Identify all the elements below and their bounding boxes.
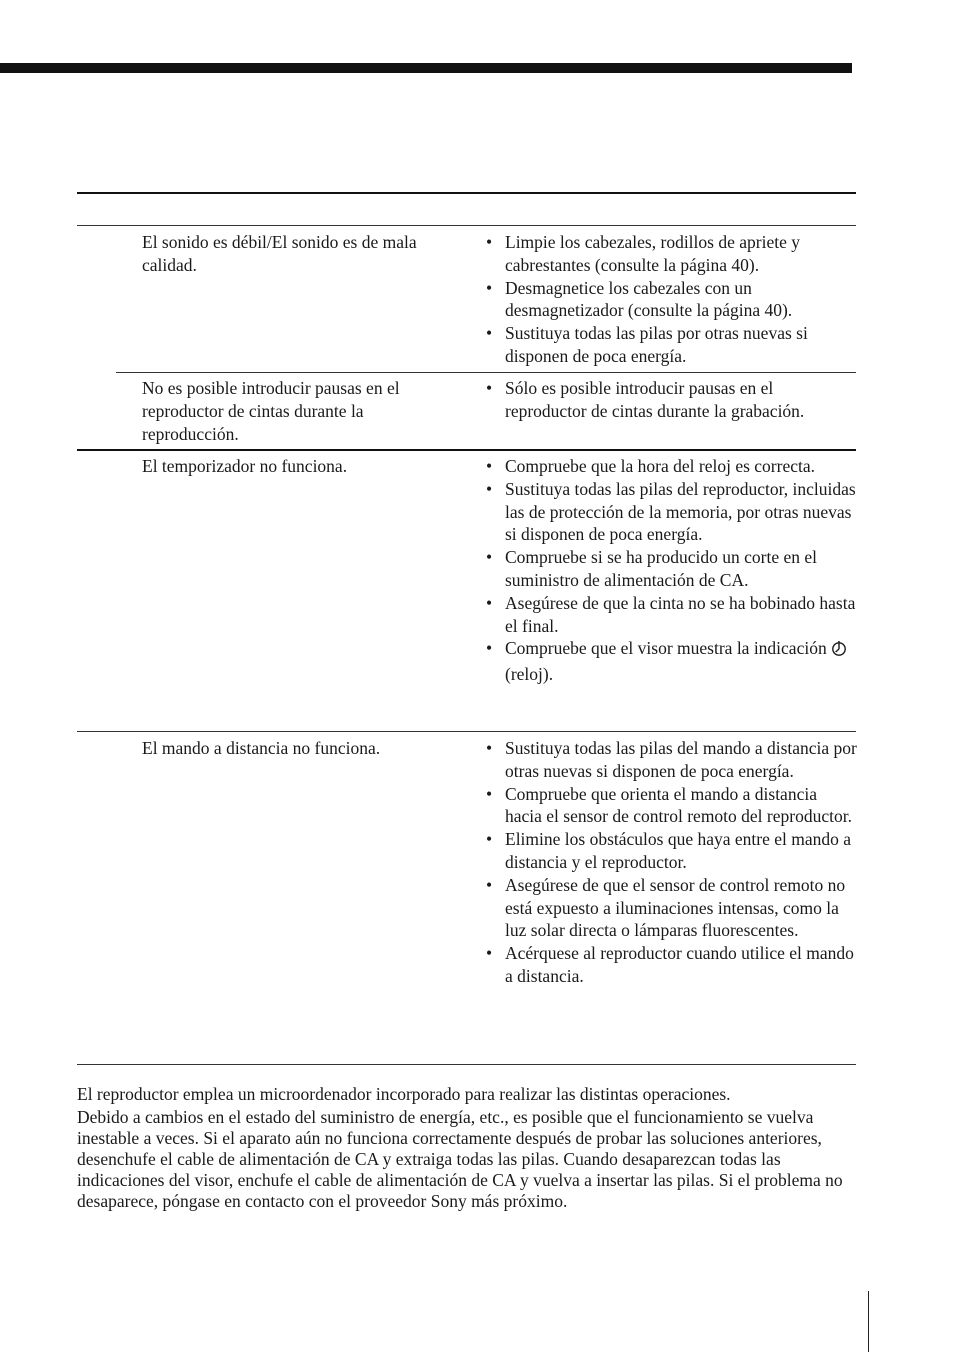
page-edge-mark [868, 1291, 869, 1352]
remedy-item: • Compruebe si se ha producido un corte en el suministro de alimentación de CA. [486, 546, 858, 592]
remedy-list [486, 737, 858, 988]
remedy-item: • Acérquese al reproductor cuando utilice el mando a distancia. [486, 942, 858, 988]
problem-text: No es posible introducir pausas en el reproductor de cintas durante la reproducción. [142, 378, 400, 444]
remedy-list [486, 455, 858, 686]
remedy-item [486, 637, 858, 686]
problem-text: El temporizador no funciona. [142, 456, 348, 476]
remedy-item: • Compruebe que la hora del reloj es correcta. [486, 455, 858, 478]
remedy-item: • Sustituya todas las pilas del mando a distancia por otras nuevas si disponen de poca energía. [486, 737, 858, 783]
remedy-item: • Asegúrese de que la cinta no se ha bobinado hasta el final. [486, 592, 858, 638]
note-body: Debido a cambios en el estado del suministro de energía, etc., es posible que el funcionamiento se vuelva inestable a veces. Si el aparato aún no funciona correctamente después de probar las soluciones anteriores, desenchufe el cable de alimentación de CA y extraiga todas las pilas. Cuando desaparezcan todas las indicaciones del visor, enchufe el cable de alimentación de CA y vuelva a insertar las pilas. Si el problema no desaparece, póngase en contacto con el proveedor Sony más próximo. [77, 1107, 843, 1211]
remedy-item: • Limpie los cabezales, rodillos de apriete y cabrestantes (consulte la página 40). [486, 231, 858, 277]
row-divider [116, 372, 856, 373]
table-bottom-rule [77, 1064, 856, 1065]
remedy-text: Compruebe que el visor muestra la indicación [505, 638, 832, 659]
problem-text: El mando a distancia no funciona. [142, 738, 381, 758]
table-top-rule [77, 192, 856, 194]
clock-icon [831, 640, 847, 663]
note-intro: El reproductor emplea un microordenador incorporado para realizar las distintas operaciones. [77, 1084, 731, 1104]
section-divider [77, 731, 856, 732]
remedy-item: • Elimine los obstáculos que haya entre el mando a distancia y el reproductor. [486, 828, 858, 874]
remedy-item: • Sustituya todas las pilas por otras nuevas si disponen de poca energía. [486, 322, 858, 368]
remedy-list [486, 377, 858, 423]
remedy-item: • Sólo es posible introducir pausas en el reproductor de cintas durante la grabación. [486, 377, 858, 423]
problem-text: El sonido es débil/El sonido es de mala calidad. [142, 232, 417, 275]
remedy-item: • Desmagnetice los cabezales con un desmagnetizador (consulte la página 40). [486, 277, 858, 323]
remedy-text: (reloj). [505, 664, 554, 685]
remedy-item: • Compruebe que orienta el mando a distancia hacia el sensor de control remoto del reproductor. [486, 783, 858, 829]
table-header-rule [77, 225, 856, 226]
section-divider [77, 449, 856, 451]
remedy-item: • Asegúrese de que el sensor de control remoto no está expuesto a iluminaciones intensas, como la luz solar directa o lámparas fluorescentes. [486, 874, 858, 942]
remedy-list [486, 231, 858, 368]
header-bar [0, 63, 852, 73]
remedy-item: • Sustituya todas las pilas del reproductor, incluidas las de protección de la memoria, por otras nuevas si disponen de poca energía. [486, 478, 858, 546]
